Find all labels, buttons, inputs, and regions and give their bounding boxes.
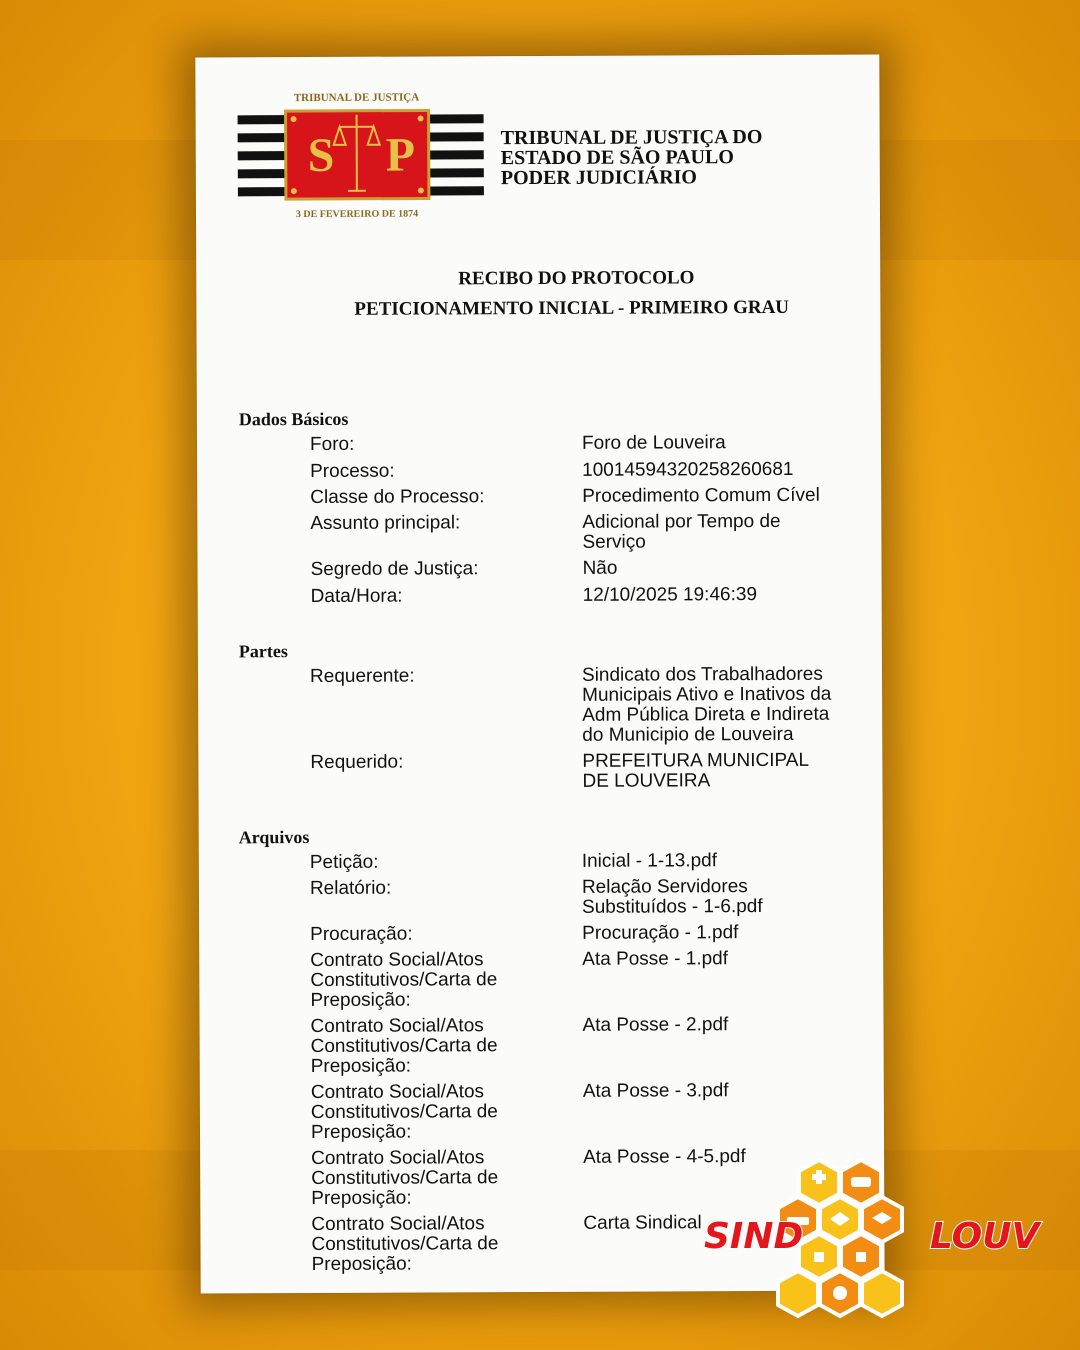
- document-title: RECIBO DO PROTOCOLO: [458, 267, 695, 290]
- court-header: [501, 127, 763, 188]
- file-name: Procuração - 1.pdf: [582, 922, 739, 944]
- sindlouv-logo: [702, 1152, 1052, 1322]
- field-value: 10014594320258260681: [582, 458, 794, 481]
- field-label: Assunto principal:: [310, 512, 461, 535]
- field-value: Foro de Louveira: [581, 432, 726, 454]
- section-heading-dados-basicos: Dados Básicos: [238, 408, 349, 430]
- file-name: Ata Posse - 1.pdf: [582, 948, 729, 970]
- logo-text-louv: LOUV: [930, 1216, 1040, 1257]
- file-name: Relação Servidores Substituídos - 1-6.pdf: [581, 876, 763, 918]
- field-label: Foro:: [309, 433, 355, 456]
- field-label: Requerido:: [310, 751, 404, 774]
- court-header-line-2: ESTADO DE SÃO PAULO: [500, 146, 734, 170]
- field-value: Adicional por Tempo de Serviço: [582, 510, 781, 553]
- field-value: Procedimento Comum Cível: [582, 484, 820, 507]
- file-type-label: Relatório:: [309, 877, 392, 900]
- emblem-letter-s: S: [307, 128, 335, 183]
- emblem-bottom-text: 3 DE FEVEREIRO DE 1874: [295, 208, 419, 221]
- file-name: Carta Sindical: [583, 1212, 702, 1234]
- field-label: Segredo de Justiça:: [310, 558, 479, 581]
- file-type-label: Petição:: [309, 851, 379, 874]
- field-value: PREFEITURA MUNICIPAL DE LOUVEIRA: [582, 749, 809, 792]
- field-label: Processo:: [310, 460, 395, 483]
- field-value: Sindicato dos Trabalhadores Municipais Ativo e Inativos da Adm Pública Direta e Indireta do Municipio de Louveira: [581, 663, 832, 746]
- field-value: 12/10/2025 19:46:39: [582, 584, 758, 606]
- emblem-letter-p: P: [385, 128, 416, 182]
- file-name: Inicial - 1-13.pdf: [581, 850, 718, 872]
- section-heading-partes: Partes: [238, 641, 288, 662]
- tjsp-emblem: [235, 86, 486, 222]
- file-type-label: Contrato Social/Atos Constitutivos/Carta de Preposição:: [310, 1081, 498, 1144]
- logo-text-sind: SIND: [704, 1216, 804, 1257]
- file-type-label: Contrato Social/Atos Constitutivos/Carta de Preposição:: [310, 1015, 498, 1078]
- field-value: Não: [582, 557, 618, 579]
- file-type-label: Contrato Social/Atos Constitutivos/Carta de Preposição:: [311, 1147, 499, 1210]
- field-label: Requerente:: [309, 665, 415, 688]
- file-name: Ata Posse - 3.pdf: [582, 1080, 729, 1102]
- field-label: Data/Hora:: [310, 585, 403, 607]
- section-heading-arquivos: Arquivos: [238, 827, 310, 848]
- emblem-top-text: TRIBUNAL DE JUSTIÇA: [293, 91, 420, 105]
- protocol-receipt-document: [195, 55, 884, 1294]
- file-type-label: Procuração:: [310, 923, 413, 946]
- file-name: Ata Posse - 4-5.pdf: [583, 1146, 746, 1168]
- court-header-line-3: PODER JUDICIÁRIO: [500, 166, 698, 190]
- document-subtitle: PETICIONAMENTO INICIAL - PRIMEIRO GRAU: [354, 296, 790, 320]
- file-name: Ata Posse - 2.pdf: [582, 1014, 729, 1036]
- field-label: Classe do Processo:: [310, 486, 485, 509]
- court-header-line-1: TRIBUNAL DE JUSTIÇA DO: [500, 126, 763, 150]
- file-type-label: Contrato Social/Atos Constitutivos/Carta de Preposição:: [311, 1213, 499, 1276]
- file-type-label: Contrato Social/Atos Constitutivos/Carta de Preposição:: [310, 949, 498, 1012]
